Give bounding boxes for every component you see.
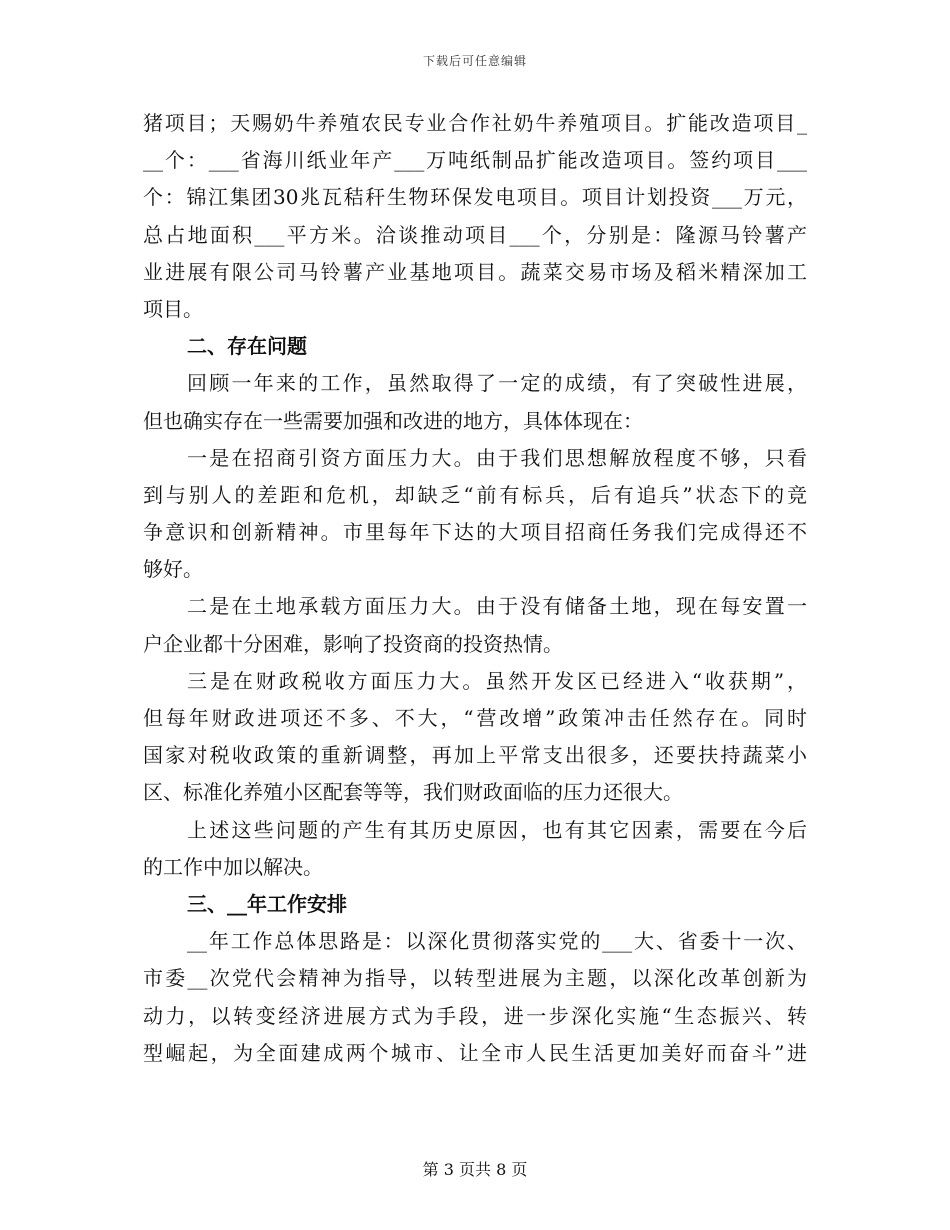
section-heading: 二、存在问题 — [187, 334, 307, 359]
paragraph-line: 总占地面积___平方米。洽谈推动项目___个，分别是：隆源马铃薯产 — [143, 222, 807, 247]
paragraph-line: 二是在土地承载方面压力大。由于没有储备土地，现在每安置一 — [187, 594, 807, 619]
paragraph-line: __个：___省海川纸业年产___万吨纸制品扩能改造项目。签约项目___ — [143, 148, 807, 173]
page-number: 第 3 页共 8 页 — [422, 1160, 528, 1179]
paragraph-line: 个：锦江集团30兆瓦秸秆生物环保发电项目。项目计划投资___万元， — [143, 185, 807, 210]
paragraph-line: 市委__次党代会精神为指导，以转型进展为主题，以深化改革创新为 — [143, 966, 807, 991]
paragraph-line: 但也确实存在一些需要加强和改进的地方，具体体现在： — [143, 408, 643, 433]
paragraph-line: 一是在招商引资方面压力大。由于我们思想解放程度不够，只看 — [187, 445, 807, 470]
paragraph-line: 项目。 — [143, 296, 203, 321]
paragraph-line: 争意识和创新精神。市里每年下达的大项目招商任务我们完成得还不 — [143, 520, 807, 545]
paragraph-line: __年工作总体思路是：以深化贯彻落实党的___大、省委十一次、 — [187, 929, 807, 954]
document-body — [143, 105, 807, 1072]
paragraph-line: 上述这些问题的产生有其历史原因，也有其它因素，需要在今后 — [187, 817, 807, 842]
paragraph-line: 国家对税收政策的重新调整，再加上平常支出很多，还要扶持蔬菜小 — [143, 743, 807, 768]
paragraph-line: 猪项目；天赐奶牛养殖农民专业合作社奶牛养殖项目。扩能改造项目_ — [143, 111, 807, 135]
paragraph-line: 动力，以转变经济进展方式为手段，进一步深化实施“生态振兴、转 — [143, 1003, 807, 1028]
paragraph-line: 三是在财政税收方面压力大。虽然开发区已经进入“收获期”， — [187, 668, 807, 693]
paragraph-line: 区、标准化养殖小区配套等等，我们财政面临的压力还很大。 — [143, 780, 683, 805]
paragraph-line: 户企业都十分困难，影响了投资商的投资热情。 — [143, 631, 563, 656]
paragraph-line: 业进展有限公司马铃薯产业基地项目。蔬菜交易市场及稻米精深加工 — [143, 259, 807, 284]
paragraph-line: 但每年财政进项还不多、不大，“营改增”政策冲击任然存在。同时 — [143, 706, 807, 730]
page-header: 下载后可任意编辑 — [422, 54, 527, 68]
section-heading: 三、__年工作安排 — [187, 891, 347, 916]
paragraph-line: 到与别人的差距和危机，却缺乏“前有标兵，后有追兵”状态下的竞 — [143, 482, 807, 507]
paragraph-line: 的工作中加以解决。 — [143, 854, 323, 879]
paragraph-line: 型崛起，为全面建成两个城市、让全市人民生活更加美好而奋斗”进 — [143, 1040, 807, 1065]
paragraph-line: 够好。 — [143, 557, 203, 582]
paragraph-line: 回顾一年来的工作，虽然取得了一定的成绩，有了突破性进展， — [187, 371, 807, 396]
